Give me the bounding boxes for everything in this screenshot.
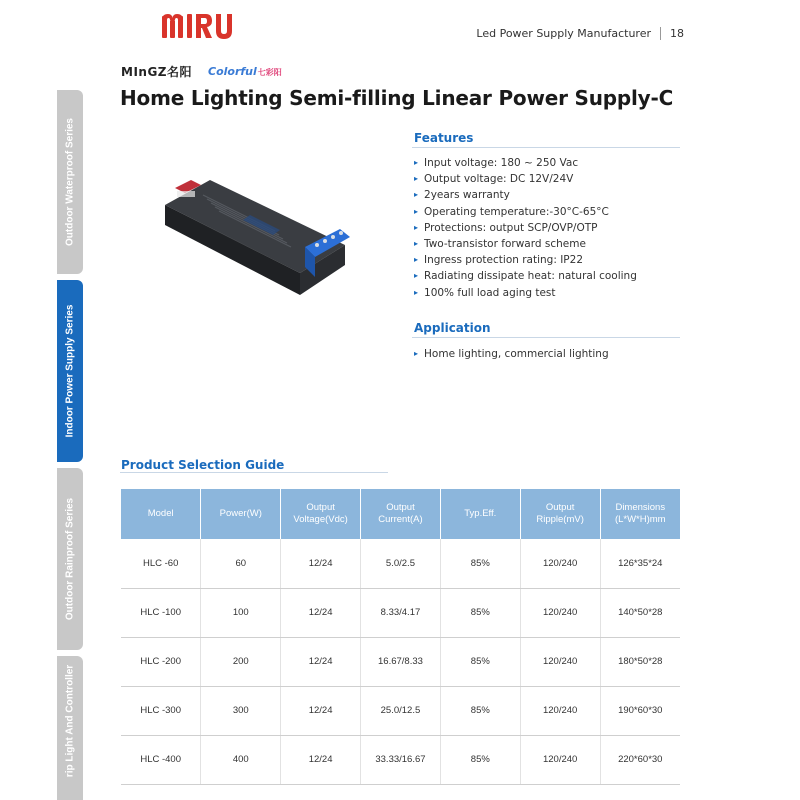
table-cell: 120/240 [520, 588, 600, 637]
header-tagline-group [476, 27, 684, 40]
brand-colorful-cn: 七彩阳 [257, 68, 282, 77]
table-cell: 25.0/12.5 [361, 686, 441, 735]
features-divider [412, 147, 680, 148]
power-supply-image [155, 165, 355, 305]
column-header-line1: Model [147, 508, 174, 519]
table-cell: HLC -60 [121, 539, 201, 588]
page-title: Home Lighting Semi-filling Linear Power Supply-C [120, 86, 674, 110]
table-cell: 85% [440, 637, 520, 686]
table-cell: 180*50*28 [600, 637, 680, 686]
table-cell: 33.33/16.67 [361, 735, 441, 784]
list-item: ▸ Input voltage: 180 ~ 250 Vac [414, 155, 637, 171]
features-list [414, 155, 637, 301]
table-cell: 140*50*28 [600, 588, 680, 637]
column-header-line1: Typ.Eff. [464, 508, 497, 519]
column-header [600, 489, 680, 539]
application-heading: Application [414, 321, 491, 335]
header-divider [660, 27, 661, 40]
table-cell: 12/24 [281, 735, 361, 784]
application-list [414, 346, 609, 362]
guide-heading: Product Selection Guide [121, 458, 285, 472]
tab-label: rip Light And Controller [64, 664, 76, 777]
column-header-line1: Output [306, 502, 335, 513]
table-cell: 190*60*30 [600, 686, 680, 735]
column-header-line1: Power(W) [219, 508, 262, 519]
table-cell: HLC -400 [121, 735, 201, 784]
table-cell: 100 [201, 588, 281, 637]
table-row [121, 686, 680, 735]
table-cell: 85% [440, 686, 520, 735]
table-cell: 85% [440, 588, 520, 637]
table-cell: 220*60*30 [600, 735, 680, 784]
list-item: ▸ Protections: output SCP/OVP/OTP [414, 220, 637, 236]
tab-outdoor-rainproof[interactable] [57, 468, 83, 650]
table-cell: 12/24 [281, 686, 361, 735]
table-header-row [121, 489, 680, 539]
column-header-line2: Ripple(mV) [536, 514, 584, 525]
table-cell: 200 [201, 637, 281, 686]
table-cell: HLC -300 [121, 686, 201, 735]
table-cell: 120/240 [520, 735, 600, 784]
column-header-line1: Dimensions [615, 502, 666, 513]
table-cell: 85% [440, 539, 520, 588]
brand-logos [121, 63, 282, 80]
column-header [440, 489, 520, 539]
column-header [201, 489, 281, 539]
application-divider [412, 337, 680, 338]
tab-label: Indoor Power Supply Series [64, 304, 76, 438]
list-item: ▸ 2years warranty [414, 187, 637, 203]
page-number: 18 [670, 27, 684, 40]
tagline: Led Power Supply Manufacturer [476, 27, 651, 40]
brand-colorful-text: Colorful [208, 65, 257, 78]
tab-indoor-power-supply[interactable] [57, 280, 83, 462]
column-header-line2: (L*W*H)mm [614, 514, 666, 525]
tab-outdoor-waterproof[interactable] [57, 90, 83, 274]
column-header [361, 489, 441, 539]
list-item: ▸ Operating temperature:-30°C-65°C [414, 204, 637, 220]
guide-divider [120, 472, 388, 473]
table-cell: 400 [201, 735, 281, 784]
table-row [121, 539, 680, 588]
column-header-line1: Output [545, 502, 575, 513]
table-cell: 8.33/4.17 [361, 588, 441, 637]
list-item: ▸ Ingress protection rating: IP22 [414, 252, 637, 268]
brand-colorful [208, 65, 282, 78]
table-cell: 12/24 [281, 539, 361, 588]
miru-logo [160, 8, 246, 44]
list-item: ▸ Radiating dissipate heat: natural cooling [414, 268, 637, 284]
table-cell: 85% [440, 735, 520, 784]
list-item: ▸ Output voltage: DC 12V/24V [414, 171, 637, 187]
table-cell: 126*35*24 [600, 539, 680, 588]
table-row [121, 588, 680, 637]
column-header [121, 489, 201, 539]
column-header [520, 489, 600, 539]
table-cell: HLC -100 [121, 588, 201, 637]
table-cell: 16.67/8.33 [361, 637, 441, 686]
table-row [121, 735, 680, 784]
table-cell: 5.0/2.5 [361, 539, 441, 588]
column-header-line1: Output [386, 502, 415, 513]
table-cell: 120/240 [520, 686, 600, 735]
table-cell: 120/240 [520, 539, 600, 588]
column-header [281, 489, 361, 539]
brand-mingz: MInGZ名阳 [121, 65, 193, 79]
list-item: ▸ 100% full load aging test [414, 285, 637, 301]
table-row [121, 637, 680, 686]
features-heading: Features [414, 131, 474, 145]
table-cell: 120/240 [520, 637, 600, 686]
table-cell: 300 [201, 686, 281, 735]
list-item: ▸ Home lighting, commercial lighting [414, 346, 609, 362]
table-cell: 12/24 [281, 637, 361, 686]
table-cell: HLC -200 [121, 637, 201, 686]
product-selection-table [121, 489, 680, 785]
column-header-line2: Current(A) [378, 514, 423, 525]
column-header-line2: Voltage(Vdc) [293, 514, 348, 525]
tab-strip-light-controller[interactable] [57, 656, 83, 800]
tab-label: Outdoor Rainproof Series [64, 497, 76, 621]
list-item: ▸ Two-transistor forward scheme [414, 236, 637, 252]
table-cell: 60 [201, 539, 281, 588]
table-cell: 12/24 [281, 588, 361, 637]
tab-label: Outdoor Waterproof Series [64, 118, 76, 246]
